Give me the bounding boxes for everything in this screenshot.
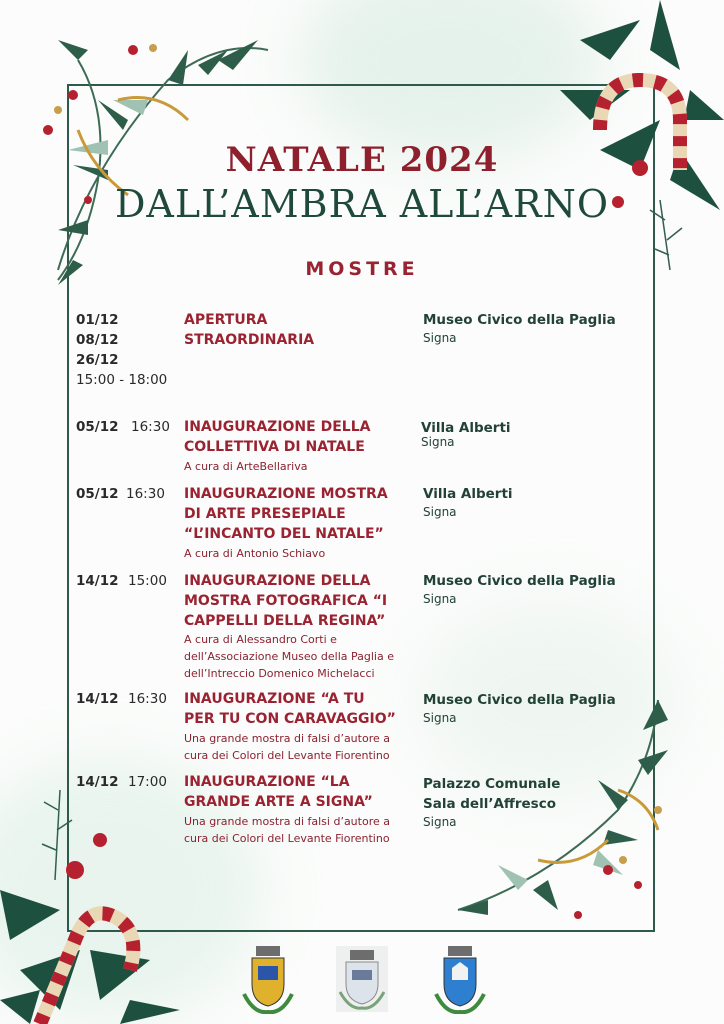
event-date: 05/12 [76, 419, 119, 435]
event-venue: Villa Alberti [421, 420, 511, 436]
event-description: Una grande mostra di falsi d’autore a cura dei Colori del Levante Fiorentino [184, 815, 390, 845]
event-curator: A cura di ArteBellariva [184, 460, 308, 473]
event-date: 26/12 [76, 352, 119, 368]
event-item [76, 484, 636, 564]
event-venue: Museo Civico della Paglia [423, 692, 616, 708]
event-date: 14/12 [76, 691, 119, 707]
event-title: INAUGURAZIONE DELLA MOSTRA FOTOGRAFICA “I CAPPELLI DELLA REGINA” [184, 573, 388, 629]
event-venue: Museo Civico della Paglia [423, 312, 616, 328]
event-title: INAUGURAZIONE “LA GRANDE ARTE A SIGNA” [184, 774, 373, 810]
event-city: Signa [421, 435, 455, 449]
event-time: 16:30 [126, 486, 165, 502]
event-date: 08/12 [76, 332, 119, 348]
event-venue: Villa Alberti [423, 486, 513, 502]
event-venue: Palazzo Comunale Sala dell’Affresco [423, 776, 561, 812]
event-city: Signa [423, 592, 457, 606]
event-date: 14/12 [76, 774, 119, 790]
event-city: Signa [423, 815, 457, 829]
event-date: 14/12 [76, 573, 119, 589]
event-title: INAUGURAZIONE MOSTRA DI ARTE PRESEPIALE “L’INCANTO DEL NATALE” [184, 486, 388, 542]
event-date: 05/12 [76, 486, 119, 502]
event-curator: A cura di Antonio Schiavo [184, 547, 326, 560]
event-curator: A cura di Alessandro Corti e dell’Associazione Museo della Paglia e dell’Intreccio Domenico Michelacci [184, 633, 394, 680]
event-item [76, 772, 636, 852]
event-time: 17:00 [128, 774, 167, 790]
page-subtitle: DALL’AMBRA ALL’ARNO [114, 182, 610, 226]
event-title: APERTURA STRAORDINARIA [184, 312, 315, 348]
event-time: 16:30 [128, 691, 167, 707]
coat-of-arms-icon [334, 944, 390, 1014]
event-item [76, 689, 636, 767]
coat-of-arms-icon [432, 944, 488, 1014]
section-heading: MOSTRE [305, 258, 419, 280]
event-time: 16:30 [131, 419, 170, 435]
coat-of-arms-icon [240, 944, 296, 1014]
event-city: Signa [423, 331, 457, 345]
event-item [76, 417, 636, 477]
event-item [76, 571, 636, 683]
event-city: Signa [423, 505, 457, 519]
event-title: INAUGURAZIONE DELLA COLLETTIVA DI NATALE [184, 419, 371, 455]
event-description: Una grande mostra di falsi d’autore a cura dei Colori del Levante Fiorentino [184, 732, 390, 762]
event-time: 15:00 [128, 573, 167, 589]
event-city: Signa [423, 711, 457, 725]
event-venue: Museo Civico della Paglia [423, 573, 616, 589]
event-date: 01/12 [76, 312, 119, 328]
event-time: 15:00 - 18:00 [76, 372, 168, 388]
event-title: INAUGURAZIONE “A TU PER TU CON CARAVAGGIO” [184, 691, 396, 727]
event-item [76, 310, 636, 400]
page-title: NATALE 2024 [225, 140, 499, 180]
